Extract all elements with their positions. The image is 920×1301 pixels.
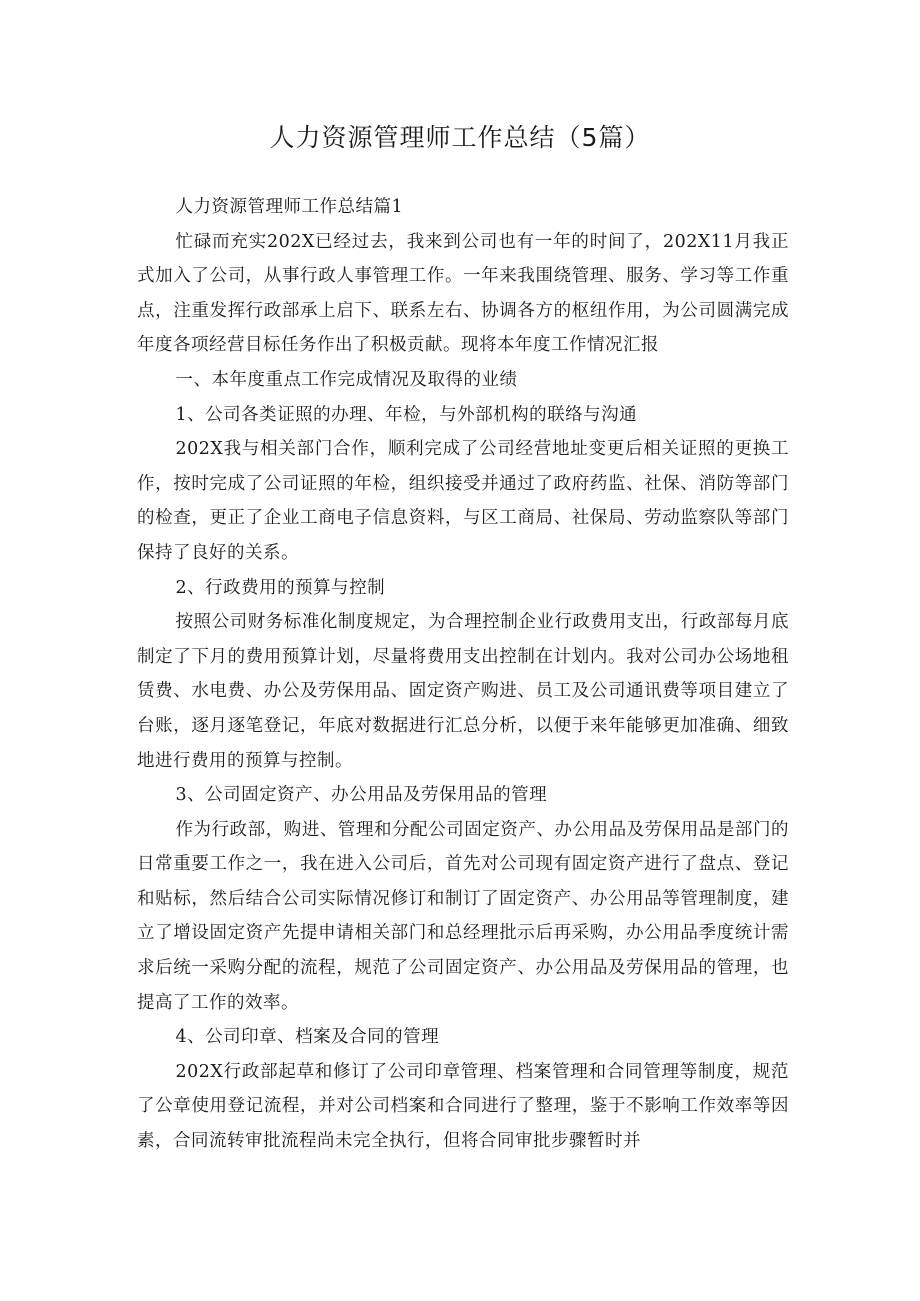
paragraph: 202X行政部起草和修订了公司印章管理、档案管理和合同管理等制度，规范了公章使用登记流程，并对公司档案和合同进行了整理，鉴于不影响工作效率等因素，合同流转审批流程尚未完全执行，但将合同审批步骤暂时并 <box>137 1061 789 1152</box>
paragraph: 忙碌而充实202X已经过去，我来到公司也有一年的时间了，202X11月我正式加入了公司，从事行政人事管理工作。一年来我围绕管理、服务、学习等工作重点，注重发挥行政部承上启下、联系左右、协调各方的枢纽作用，为公司圆满完成年度各项经营目标任务作出了积极贡献。现将本年度工作情况汇报 <box>137 231 789 356</box>
subsection-heading: 3、公司固定资产、办公用品及劳保用品的管理 <box>175 785 548 806</box>
section-heading: 人力资源管理师工作总结篇1 <box>175 197 404 217</box>
paragraph: 按照公司财务标准化制度规定，为合理控制企业行政费用支出，行政部每月底制定了下月的费用预算计划，尽量将费用支出控制在计划内。我对公司办公场地租赁费、水电费、办公及劳保用品、固定资产购进、员工及公司通讯费等项目建立了台账，逐月逐笔登记，年底对数据进行汇总分析，以便于来年能够更加准确、细致地进行费用的预算与控制。 <box>137 612 789 771</box>
subsection-heading: 1、公司各类证照的办理、年检，与外部机构的联络与沟通 <box>175 404 638 425</box>
subsection-heading: 4、公司印章、档案及合同的管理 <box>175 1027 440 1048</box>
subsection-heading: 2、行政费用的预算与控制 <box>175 577 386 598</box>
paragraph: 202X我与相关部门合作，顺利完成了公司经营地址变更后相关证照的更换工作，按时完成了公司证照的年检，组织接受并通过了政府药监、社保、消防等部门的检查，更正了企业工商电子信息资料，与区工商局、社保局、劳动监察队等部门保持了良好的关系。 <box>137 439 789 563</box>
paragraph: 作为行政部，购进、管理和分配公司固定资产、办公用品及劳保用品是部门的日常重要工作之一，我在进入公司后，首先对公司现有固定资产进行了盘点、登记和贴标，然后结合公司实际情况修订和制订了固定资产、办公用品等管理制度，建立了增设固定资产先提申请相关部门和总经理批示后再采购，办公用品季度统计需求后统一采购分配的流程，规范了公司固定资产、办公用品及劳保用品的管理，也提高了工作的效率。 <box>137 819 789 1013</box>
section-heading: 一、本年度重点工作完成情况及取得的业绩 <box>175 369 518 390</box>
document-body <box>137 190 789 1159</box>
document-title: 人力资源管理师工作总结（5篇） <box>269 123 651 152</box>
